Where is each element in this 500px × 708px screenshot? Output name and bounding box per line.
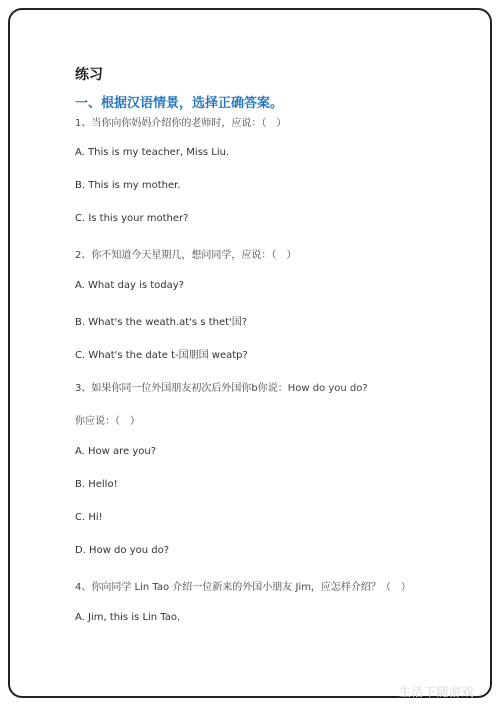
option-2a: A. What day is today?	[75, 280, 184, 291]
option-3d: D. How do you do?	[75, 545, 170, 556]
option-2b: B. What's the weath.at's s thet'国?	[75, 317, 248, 328]
option-3b: B. Hello!	[75, 479, 118, 490]
option-2c: C. What's the date t-国朋国 weatp?	[75, 350, 248, 361]
option-3a: A. How are you?	[75, 446, 157, 457]
page-title: 练习	[75, 67, 103, 83]
question-3: 3、如果你同一位外国朋友初次后外国你b你说：How do you do?	[75, 383, 368, 394]
option-3c: C. Hi!	[75, 512, 103, 523]
watermark-text: 生活下随游戏	[398, 685, 474, 699]
question-3-prompt: 你应说：（ ）	[75, 416, 140, 427]
option-4a: A. Jim, this is Lin Tao.	[75, 612, 181, 623]
option-1b: B. This is my mother.	[75, 180, 181, 191]
question-4: 4、你向同学 Lin Tao 介绍一位新来的外国小朋友 Jim，应怎样介绍？（ ）	[75, 582, 411, 593]
question-2: 2、你不知道今天星期几，想问同学，应说：（ ）	[75, 250, 297, 261]
option-1c: C. Is this your mother?	[75, 213, 189, 224]
option-1a: A. This is my teacher, Miss Liu.	[75, 147, 230, 158]
section-heading: 一、根据汉语情景，选择正确答案。	[75, 96, 284, 111]
question-1: 1、当你向你妈妈介绍你的老师时，应说：（ ）	[75, 118, 287, 129]
